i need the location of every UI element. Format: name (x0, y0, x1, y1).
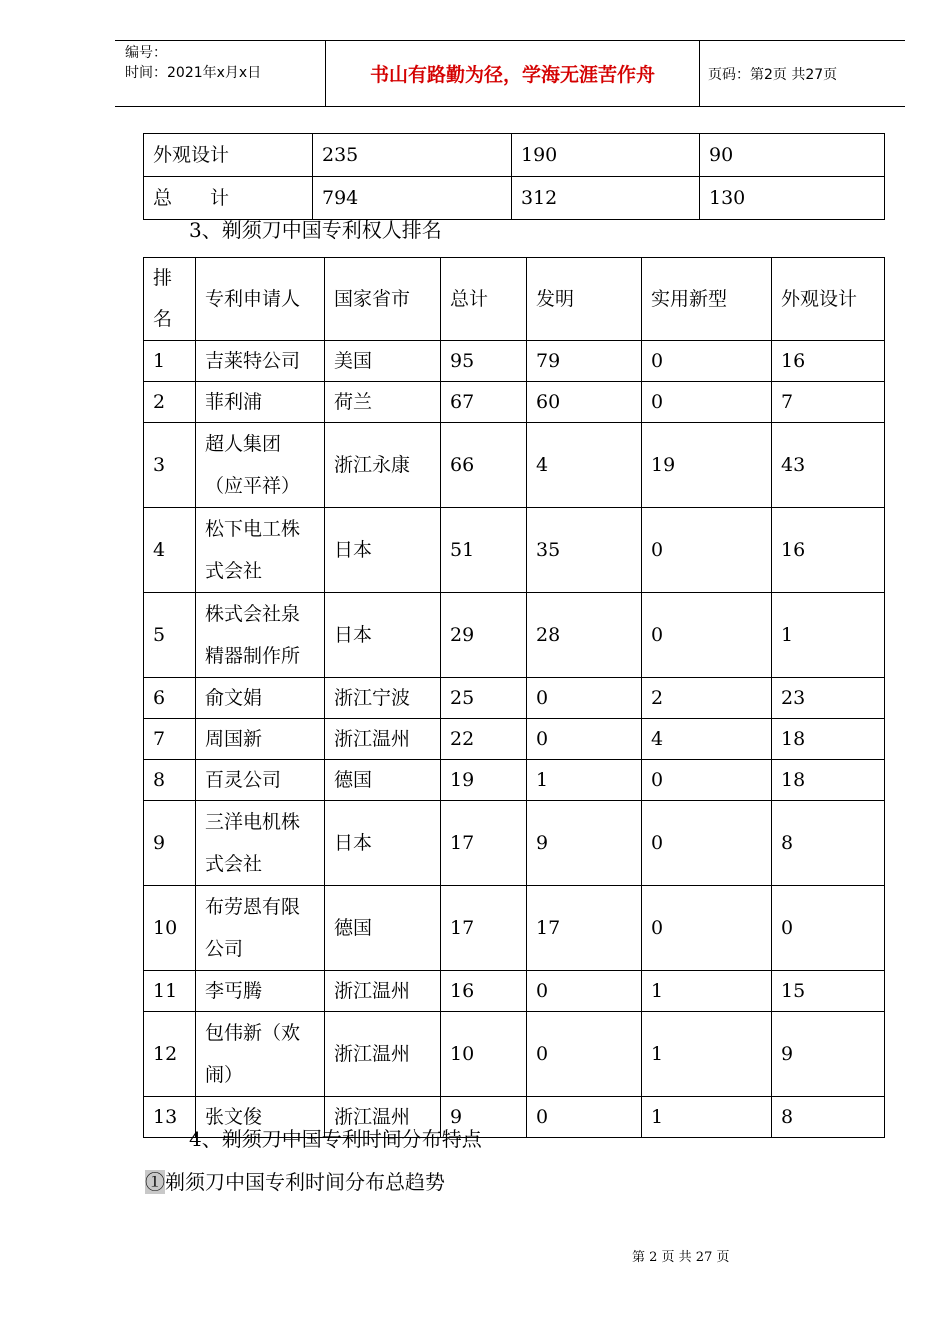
table-row (144, 801, 885, 886)
table-row (144, 382, 885, 423)
header-utility: 实用新型 (642, 258, 772, 341)
utility-cell: 1 (642, 971, 772, 1012)
section-4-title: 4、剃须刀中国专利时间分布特点 (189, 1127, 482, 1151)
applicant-cell: 株式会社泉精器制作所 (196, 593, 325, 678)
table-cell: 外观设计 (144, 134, 313, 177)
ranking-table (143, 257, 885, 1138)
region-cell: 浙江温州 (325, 1097, 441, 1138)
table-header-row (144, 258, 885, 341)
table-row (144, 1012, 885, 1097)
applicant-cell: 张文俊 (196, 1097, 325, 1138)
rank-cell: 9 (144, 801, 196, 886)
total-cell: 95 (441, 341, 527, 382)
invention-cell: 4 (527, 423, 642, 508)
rank-cell: 12 (144, 1012, 196, 1097)
region-cell: 荷兰 (325, 382, 441, 423)
region-cell: 日本 (325, 801, 441, 886)
header-region: 国家省市 (325, 258, 441, 341)
rank-cell: 2 (144, 382, 196, 423)
applicant-cell: 松下电工株式会社 (196, 508, 325, 593)
table-cell: 130 (700, 177, 885, 220)
table-row (144, 423, 885, 508)
region-cell: 德国 (325, 886, 441, 971)
utility-cell: 2 (642, 678, 772, 719)
region-cell: 浙江永康 (325, 423, 441, 508)
invention-cell: 79 (527, 341, 642, 382)
region-cell: 日本 (325, 593, 441, 678)
region-cell: 浙江温州 (325, 971, 441, 1012)
utility-cell: 0 (642, 593, 772, 678)
rank-cell: 6 (144, 678, 196, 719)
invention-cell: 60 (527, 382, 642, 423)
table-cell: 90 (700, 134, 885, 177)
rank-cell: 7 (144, 719, 196, 760)
circled-number-marker: ① (145, 1170, 165, 1194)
utility-cell: 0 (642, 508, 772, 593)
applicant-cell: 周国新 (196, 719, 325, 760)
design-cell: 43 (772, 423, 885, 508)
header-motto: 书山有路勤为径，学海无涯苦作舟 (326, 41, 700, 107)
total-cell: 22 (441, 719, 527, 760)
total-cell: 66 (441, 423, 527, 508)
region-cell: 日本 (325, 508, 441, 593)
header-applicant: 专利申请人 (196, 258, 325, 341)
rank-cell: 13 (144, 1097, 196, 1138)
invention-cell: 0 (527, 1012, 642, 1097)
region-cell: 德国 (325, 760, 441, 801)
table-row (144, 134, 885, 177)
applicant-cell: 三洋电机株式会社 (196, 801, 325, 886)
header-meta (115, 41, 326, 107)
invention-cell: 0 (527, 971, 642, 1012)
table-cell: 235 (313, 134, 512, 177)
utility-cell: 1 (642, 1012, 772, 1097)
applicant-cell: 吉莱特公司 (196, 341, 325, 382)
invention-cell: 9 (527, 801, 642, 886)
design-cell: 9 (772, 1012, 885, 1097)
table-row (144, 593, 885, 678)
design-cell: 16 (772, 341, 885, 382)
design-cell: 15 (772, 971, 885, 1012)
design-cell: 7 (772, 382, 885, 423)
utility-cell: 0 (642, 760, 772, 801)
total-cell: 19 (441, 760, 527, 801)
rank-cell: 5 (144, 593, 196, 678)
summary-table (143, 133, 885, 220)
table-row (144, 971, 885, 1012)
utility-cell: 0 (642, 382, 772, 423)
design-cell: 18 (772, 719, 885, 760)
applicant-cell: 超人集团（应平祥） (196, 423, 325, 508)
invention-cell: 0 (527, 678, 642, 719)
applicant-cell: 包伟新（欢闹） (196, 1012, 325, 1097)
total-cell: 9 (441, 1097, 527, 1138)
invention-cell: 0 (527, 1097, 642, 1138)
utility-cell: 0 (642, 801, 772, 886)
doc-code-label: 编号： (125, 45, 167, 61)
design-cell: 1 (772, 593, 885, 678)
header-rank-text: 排名 (153, 267, 173, 330)
doc-time-label: 时间：2021年x月x日 (125, 65, 262, 81)
page-header (115, 40, 905, 107)
table-cell: 794 (313, 177, 512, 220)
total-cell: 25 (441, 678, 527, 719)
invention-cell: 0 (527, 719, 642, 760)
utility-cell: 0 (642, 886, 772, 971)
total-cell: 17 (441, 801, 527, 886)
design-cell: 0 (772, 886, 885, 971)
applicant-cell: 李丐腾 (196, 971, 325, 1012)
applicant-cell: 布劳恩有限公司 (196, 886, 325, 971)
header-total: 总计 (441, 258, 527, 341)
design-cell: 8 (772, 801, 885, 886)
invention-cell: 17 (527, 886, 642, 971)
region-cell: 浙江温州 (325, 1012, 441, 1097)
total-cell: 10 (441, 1012, 527, 1097)
table-row (144, 719, 885, 760)
invention-cell: 28 (527, 593, 642, 678)
table-cell: 312 (512, 177, 700, 220)
page-footer: 第 2 页 共 27 页 (632, 1250, 730, 1265)
utility-cell: 19 (642, 423, 772, 508)
section-3-title: 3、剃须刀中国专利权人排名 (189, 218, 442, 242)
table-row (144, 341, 885, 382)
applicant-cell: 百灵公司 (196, 760, 325, 801)
utility-cell: 4 (642, 719, 772, 760)
header-rank (144, 258, 196, 341)
region-cell: 浙江温州 (325, 719, 441, 760)
rank-cell: 11 (144, 971, 196, 1012)
subsection-heading (145, 1166, 445, 1195)
design-cell: 8 (772, 1097, 885, 1138)
table-row (144, 508, 885, 593)
header-invention: 发明 (527, 258, 642, 341)
subsection-text: 剃须刀中国专利时间分布总趋势 (165, 1170, 445, 1194)
rank-cell: 1 (144, 341, 196, 382)
design-cell: 23 (772, 678, 885, 719)
table-cell: 总 计 (144, 177, 313, 220)
total-cell: 29 (441, 593, 527, 678)
invention-cell: 1 (527, 760, 642, 801)
design-cell: 16 (772, 508, 885, 593)
rank-cell: 10 (144, 886, 196, 971)
rank-cell: 3 (144, 423, 196, 508)
region-cell: 美国 (325, 341, 441, 382)
total-cell: 17 (441, 886, 527, 971)
applicant-cell: 菲利浦 (196, 382, 325, 423)
total-cell: 16 (441, 971, 527, 1012)
table-cell: 190 (512, 134, 700, 177)
total-cell: 67 (441, 382, 527, 423)
header-page-info: 页码：第2页 共27页 (700, 41, 906, 107)
utility-cell: 1 (642, 1097, 772, 1138)
rank-cell: 8 (144, 760, 196, 801)
header-design: 外观设计 (772, 258, 885, 341)
utility-cell: 0 (642, 341, 772, 382)
invention-cell: 35 (527, 508, 642, 593)
table-row (144, 760, 885, 801)
design-cell: 18 (772, 760, 885, 801)
total-cell: 51 (441, 508, 527, 593)
region-cell: 浙江宁波 (325, 678, 441, 719)
applicant-cell: 俞文娟 (196, 678, 325, 719)
table-row (144, 678, 885, 719)
table-row (144, 886, 885, 971)
rank-cell: 4 (144, 508, 196, 593)
